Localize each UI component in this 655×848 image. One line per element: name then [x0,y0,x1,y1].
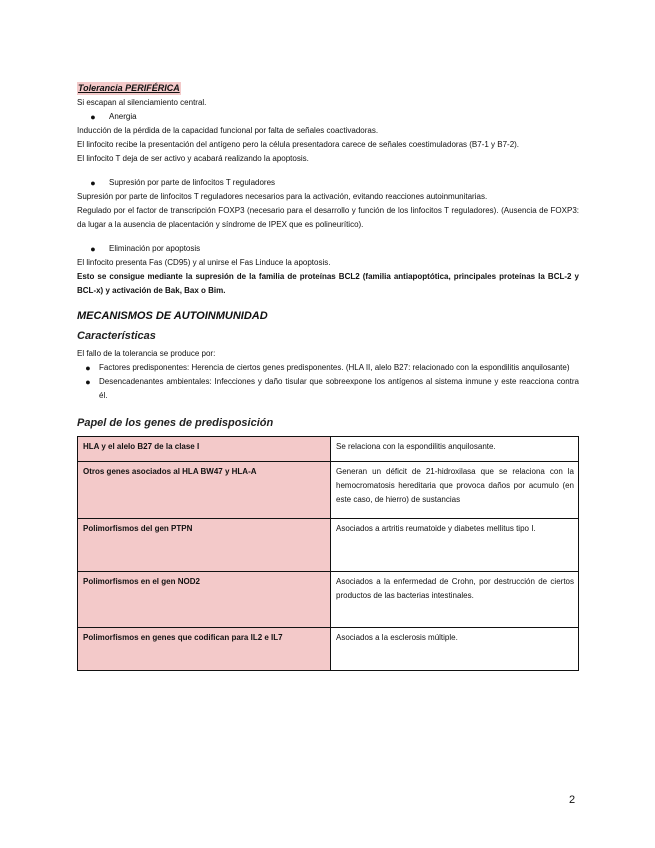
bullet-supresion: ● Supresión por parte de linfocitos T reguladores [77,176,579,190]
document-page [77,78,579,671]
bullet-desencadenantes: ● Desencadenantes ambientales: Infecciones y daño tisular que sobreexpone los antígenos al sistema inmune y este reacciona contra él. [77,375,579,403]
section-heading-autoinmunidad: MECANISMOS DE AUTOINMUNIDAD [77,310,268,322]
paragraph: Supresión por parte de linfocitos T reguladores necesarios para la activación, evitando reacciones autoinmunitarias. [77,192,488,201]
bullet-eliminacion: ● Eliminación por apoptosis [77,242,579,256]
page-number: 2 [569,794,576,806]
table-cell-desc: Asociados a la esclerosis múltiple. [331,628,579,671]
section-title-tolerancia: Tolerancia PERIFÉRICA [78,83,180,93]
paragraph: Regulado por el factor de transcripción FOXP3 (necesario para el desarrollo y función de los linfocitos T reguladores). (Ausencia de FOXP3: da lugar a la ausencia de placentación y síndrome de IPEX que es polineurítico). [77,206,579,229]
bullet-dot-icon: ● [85,377,91,387]
paragraph: El linfocito presenta Fas (CD95) y al unirse el Fas Linduce la apoptosis. [77,258,331,267]
paragraph: El linfocito T deja de ser activo y acabará realizando la apoptosis. [77,154,309,163]
paragraph: El linfocito recibe la presentación del antígeno pero la célula presentadora carece de señales coestimuladoras (B7-1 y B7-2). [77,140,520,149]
table-cell-desc: Asociados a la enfermedad de Crohn, por destrucción de ciertos productos de las bacterias intestinales. [331,572,579,628]
bullet-dot-icon: ● [90,112,96,122]
table-cell-gene: Polimorfismos en el gen NOD2 [78,572,331,628]
table-cell-gene: HLA y el alelo B27 de la clase I [78,437,331,462]
bullet-factores: ● Factores predisponentes: Herencia de ciertos genes predisponentes. (HLA II, alelo B27: relacionado con la espondilitis anquilosante) [77,361,579,375]
subheading-genes: Papel de los genes de predisposición [77,417,274,429]
table-cell-gene: Polimorfismos del gen PTPN [78,519,331,572]
table-row [78,572,579,628]
bullet-anergia: ● Anergia [77,110,579,124]
table-cell-desc: Se relaciona con la espondilitis anquilosante. [331,437,579,462]
table-cell-gene: Otros genes asociados al HLA BW47 y HLA-A [78,462,331,519]
paragraph: Esto se consigue mediante la supresión de la familia de proteínas BCL2 (familia antiapoptótica, principales proteínas la BCL-2 y BCL-x) y activación de Bak, Bax o Bim. [77,272,579,295]
table-row [78,519,579,572]
bullet-dot-icon: ● [90,244,96,254]
table-cell-desc: Generan un déficit de 21-hidroxilasa que se relaciona con la hemocromatosis hereditaria que provoca daños por acumulo (en este caso, de hierro) de sustancias [331,462,579,519]
table-cell-desc: Asociados a artritis reumatoide y diabetes mellitus tipo I. [331,519,579,572]
table-cell-gene: Polimorfismos en genes que codifican para IL2 e IL7 [78,628,331,671]
bullet-dot-icon: ● [85,363,91,373]
table-row [78,437,579,462]
table-row [78,628,579,671]
bullet-dot-icon: ● [90,178,96,188]
table-row [78,462,579,519]
subheading-caracteristicas: Características [77,330,156,342]
paragraph: Inducción de la pérdida de la capacidad funcional por falta de señales coactivadoras. [77,126,379,135]
genes-table [77,436,579,671]
paragraph: El fallo de la tolerancia se produce por: [77,349,216,358]
intro-text: Si escapan al silenciamiento central. [77,98,207,107]
